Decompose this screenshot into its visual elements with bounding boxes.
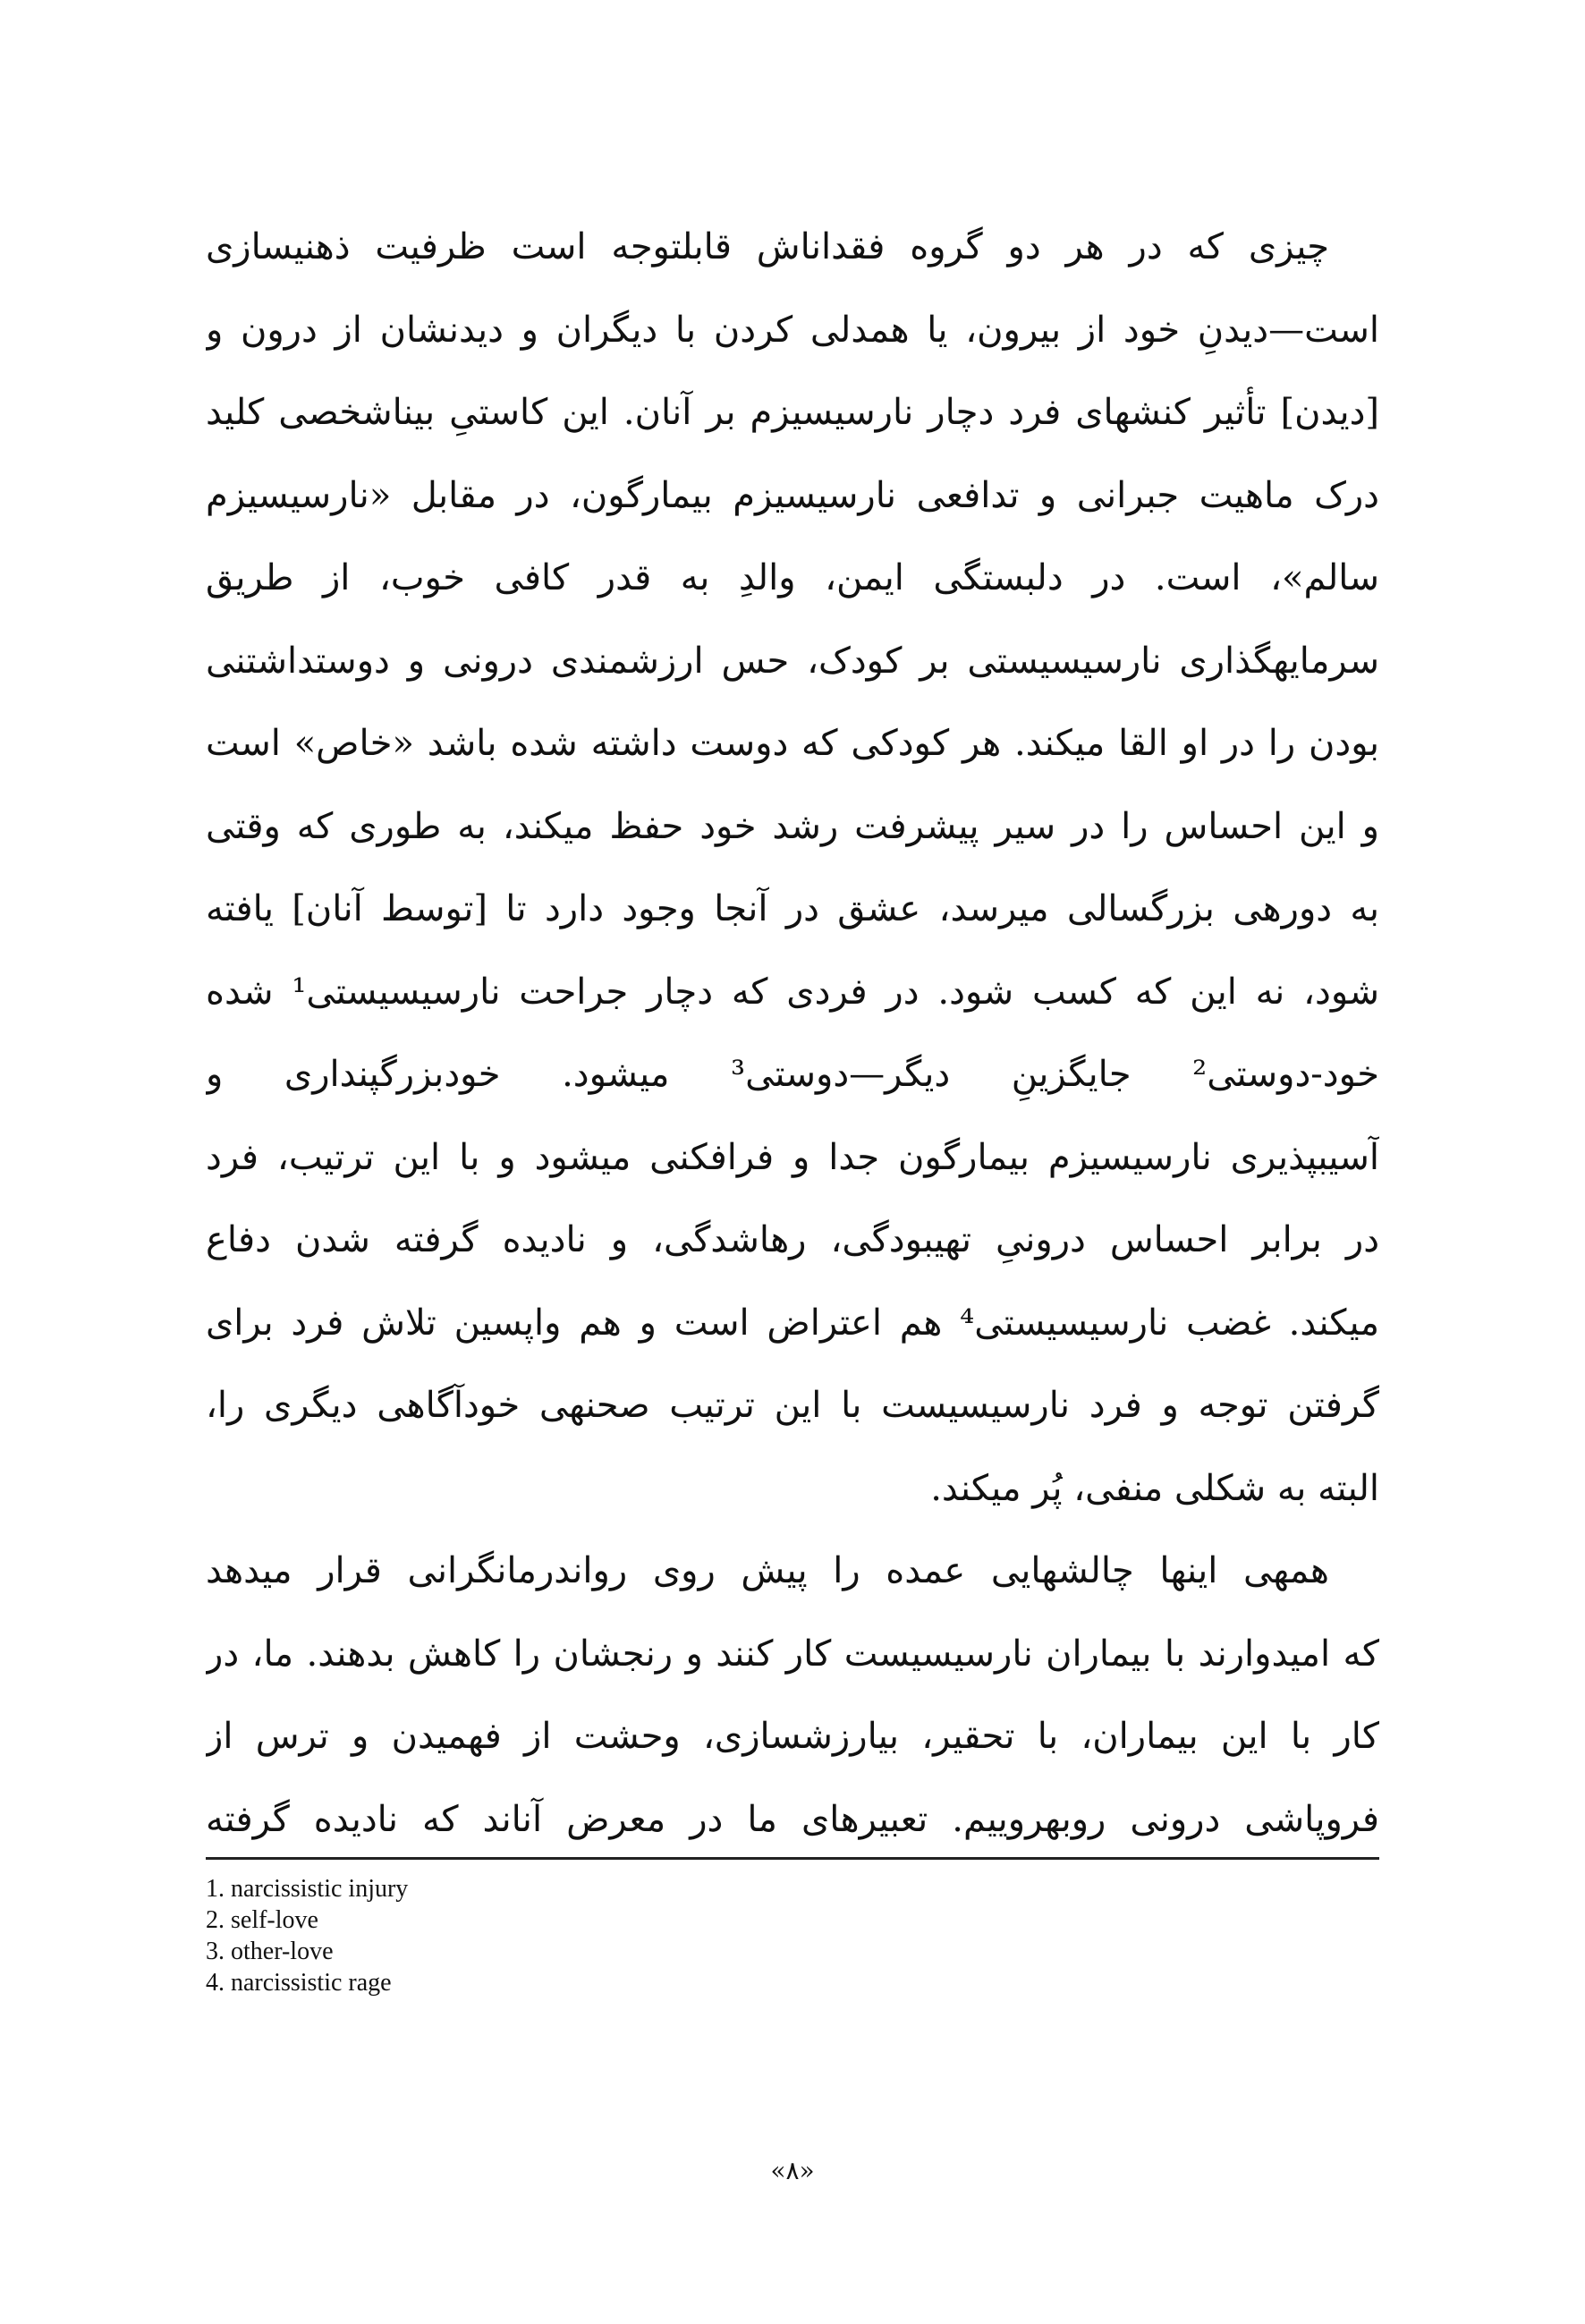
paragraph-1-line: در برابر احساس درونیِ تهیبودگی، رهاشدگی، و نادیده گرفته شدن دفاع [206,1219,1379,1260]
paragraph-2-line: همهی اینها چالشهایی عمده را پیش روی رواندرمانگرانی قرار میدهد [206,1550,1329,1591]
footnote: 1. narcissistic injury [206,1875,409,1903]
paragraph-1-line: بودن را در او القا میکند. هر کودکی که دوست داشته شده باشد «خاص» است [206,723,1379,764]
footnote-separator [206,1857,1379,1860]
paragraph-1-line: شود، نه این که کسب شود. در فردی که دچار جراحت نارسیسیستی¹ شده [206,971,1379,1013]
paragraph-1-line: البته به شکلی منفی، پُر میکند. [930,1467,1379,1509]
footnotes [206,1873,1011,1998]
paragraph-2-line: فروپاشی درونی روبهروییم. تعبیرهای ما در معرض آناند که نادیده گرفته [206,1798,1379,1840]
paragraph-1-line: است—دیدنِ خود از بیرون، یا همدلی کردن با دیگران و دیدنشان از درون و [206,309,1379,351]
paragraph-2-line: که امیدوارند با بیماران نارسیسیست کار کنند و رنجشان را کاهش بدهند. ما، در [206,1633,1379,1675]
paragraph-1-line: چیزی که در هر دو گروه فقداناش قابلتوجه است ظرفیت ذهنیسازی [206,226,1329,267]
paragraph-1-line: آسیبپذیری نارسیسیزم بیمارگون جدا و فرافکنی میشود و با این ترتیب، فرد [206,1136,1379,1178]
footnote: 4. narcissistic rage [206,1969,392,1997]
paragraph-1-line: درک ماهیت جبرانی و تدافعی نارسیسیزم بیمارگون، در مقابل «نارسیسیزم [206,474,1379,516]
paragraph-1-line: سرمایهگذاری نارسیسیستی بر کودک، حس ارزشمندی درونی و دوستداشتنی [206,640,1379,682]
paragraph-1-line: و این احساس را در سیر پیشرفت رشد خود حفظ میکند، به طوری که وقتی [206,805,1379,847]
paragraph-1-line: به دورهی بزرگسالی میرسد، عشق در آنجا وجود دارد تا [توسط آنان] یافته [206,888,1379,929]
paragraph-1-line: خود-دوستی² جایگزینِ دیگر—دوستی³ میشود. خودبزرگپنداری و [206,1054,1379,1095]
footnote: 2. self-love [206,1906,318,1934]
paragraph-1-line: [دیدن] تأثیر کنشهای فرد دچار نارسیسیزم بر آنان. این کاستیِ بیناشخصی کلید [206,392,1379,433]
paragraph-1-line: گرفتن توجه و فرد نارسیسیست با این ترتیب صحنهی خودآگاهی دیگری را، [206,1385,1379,1426]
footnote: 3. other-love [206,1938,334,1965]
page-number: «۸» [770,2156,815,2185]
paragraph-1-line: میکند. غضب نارسیسیستی⁴ هم اعتراض است و هم واپسین تلاش فرد برای [206,1302,1379,1344]
body-text [206,206,1379,1861]
paragraph-1-line: سالم»، است. در دلبستگی ایمن، والدِ به قدر کافی خوب، از طریق [206,557,1379,598]
paragraph-2-line: کار با این بیماران، با تحقیر، بیارزشسازی، وحشت از فهمیدن و ترس از [206,1716,1379,1757]
